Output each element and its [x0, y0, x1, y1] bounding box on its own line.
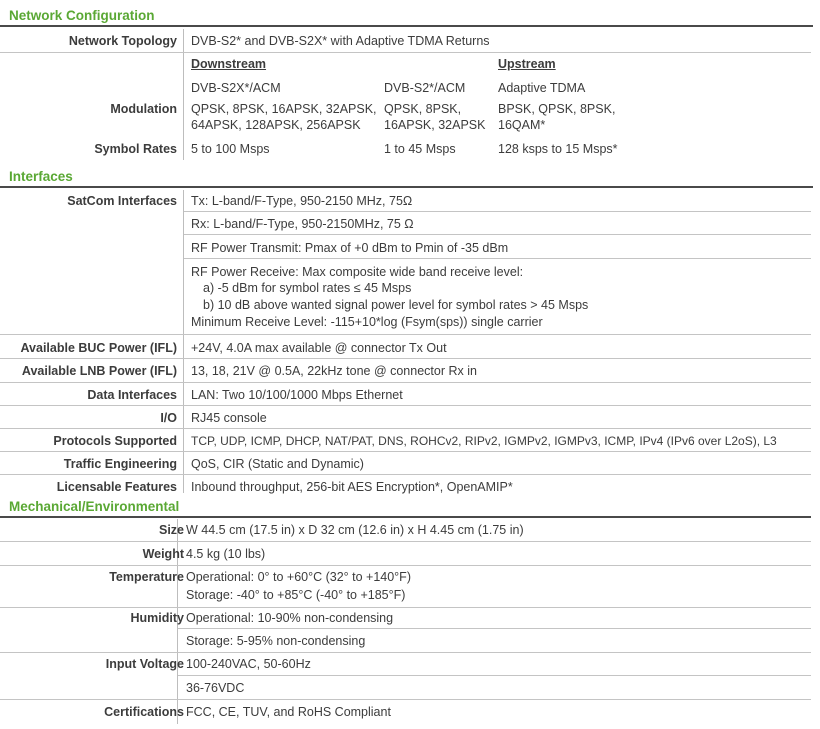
row-divider	[0, 358, 811, 359]
row-divider	[178, 675, 811, 676]
satcom-rf-receive-a: a) -5 dBm for symbol rates ≤ 45 Msps	[203, 281, 412, 295]
value-buc-power: +24V, 4.0A max available @ connector Tx Out	[191, 341, 447, 355]
mode-tdma: Adaptive TDMA	[498, 81, 586, 95]
value-network-topology: DVB-S2* and DVB-S2X* with Adaptive TDMA Returns	[191, 34, 490, 48]
row-divider	[0, 699, 811, 700]
value-input-voltage-ac: 100-240VAC, 50-60Hz	[186, 657, 311, 671]
value-lnb-power: 13, 18, 21V @ 0.5A, 22kHz tone @ connector Rx in	[191, 364, 477, 378]
label-humidity: Humidity	[130, 611, 184, 625]
symbol-rates-s2x: 5 to 100 Msps	[191, 142, 270, 156]
modulation-s2-line2: 16APSK, 32APSK	[384, 118, 486, 132]
satcom-rf-receive-b: b) 10 dB above wanted signal power level for symbol rates > 45 Msps	[203, 298, 589, 312]
value-io: RJ45 console	[191, 411, 267, 425]
label-satcom-interfaces: SatCom Interfaces	[67, 194, 177, 208]
value-certifications: FCC, CE, TUV, and RoHS Compliant	[186, 705, 391, 719]
label-traffic-engineering: Traffic Engineering	[63, 457, 177, 471]
header-downstream: Downstream	[191, 57, 267, 71]
row-divider	[0, 565, 811, 566]
section-title-interfaces: Interfaces	[9, 169, 73, 184]
value-traffic-engineering: QoS, CIR (Static and Dynamic)	[191, 457, 364, 471]
label-network-topology: Network Topology	[68, 34, 177, 48]
label-io: I/O	[160, 411, 177, 425]
section-title-network: Network Configuration	[9, 8, 155, 23]
section-rule	[0, 516, 811, 518]
section-rule	[0, 186, 813, 188]
row-divider	[0, 428, 811, 429]
satcom-rf-transmit: RF Power Transmit: Pmax of +0 dBm to Pmin of -35 dBm	[191, 241, 509, 255]
row-divider	[0, 652, 811, 653]
row-divider	[0, 334, 811, 335]
label-input-voltage: Input Voltage	[105, 657, 184, 671]
label-modulation: Modulation	[110, 102, 177, 116]
value-humidity-storage: Storage: 5-95% non-condensing	[186, 634, 366, 648]
section-rule	[0, 25, 813, 27]
mode-s2x: DVB-S2X*/ACM	[191, 81, 281, 95]
row-divider	[0, 52, 811, 53]
row-divider	[0, 382, 811, 383]
row-divider	[0, 541, 811, 542]
value-humidity-operational: Operational: 10-90% non-condensing	[186, 611, 394, 625]
label-buc-power: Available BUC Power (IFL)	[20, 341, 177, 355]
column-divider	[183, 29, 184, 160]
modulation-s2x-line2: 64APSK, 128APSK, 256APSK	[191, 118, 361, 132]
label-lnb-power: Available LNB Power (IFL)	[21, 364, 177, 378]
row-divider	[0, 451, 811, 452]
modulation-tdma-line1: BPSK, QPSK, 8PSK,	[498, 102, 616, 116]
modulation-s2x-line1: QPSK, 8PSK, 16APSK, 32APSK,	[191, 102, 377, 116]
symbol-rates-tdma: 128 ksps to 15 Msps*	[498, 142, 618, 156]
modulation-tdma-line2: 16QAM*	[498, 118, 546, 132]
value-input-voltage-dc: 36-76VDC	[186, 681, 245, 695]
satcom-rx: Rx: L-band/F-Type, 950-2150MHz, 75 Ω	[191, 217, 414, 231]
section-title-mechanical: Mechanical/Environmental	[9, 499, 180, 514]
row-divider	[0, 405, 811, 406]
value-licensable-features: Inbound throughput, 256-bit AES Encryption*, OpenAMIP*	[191, 480, 513, 494]
row-divider	[184, 211, 811, 212]
row-divider	[178, 628, 811, 629]
header-upstream: Upstream	[498, 57, 556, 71]
label-weight: Weight	[142, 547, 184, 561]
satcom-rf-receive: RF Power Receive: Max composite wide band receive level:	[191, 265, 524, 279]
modulation-s2-line1: QPSK, 8PSK,	[384, 102, 462, 116]
satcom-min-receive: Minimum Receive Level: -115+10*log (Fsym(sps)) single carrier	[191, 315, 543, 329]
label-temperature: Temperature	[109, 570, 184, 584]
label-size: Size	[158, 523, 184, 537]
label-certifications: Certifications	[104, 705, 184, 719]
label-licensable-features: Licensable Features	[56, 480, 177, 494]
value-weight: 4.5 kg (10 lbs)	[186, 547, 266, 561]
value-data-interfaces: LAN: Two 10/100/1000 Mbps Ethernet	[191, 388, 403, 402]
satcom-tx: Tx: L-band/F-Type, 950-2150 MHz, 75Ω	[191, 194, 413, 208]
label-data-interfaces: Data Interfaces	[87, 388, 177, 402]
mode-s2: DVB-S2*/ACM	[384, 81, 466, 95]
label-symbol-rates: Symbol Rates	[94, 142, 177, 156]
value-size: W 44.5 cm (17.5 in) x D 32 cm (12.6 in) x H 4.45 cm (1.75 in)	[186, 523, 524, 537]
value-protocols: TCP, UDP, ICMP, DHCP, NAT/PAT, DNS, ROHCv2, RIPv2, IGMPv2, IGMPv3, ICMP, IPv4 (IPv6 over L2oS), L3	[191, 434, 777, 448]
value-temperature-operational: Operational: 0° to +60°C (32° to +140°F)	[186, 570, 411, 584]
column-divider	[183, 190, 184, 493]
row-divider	[184, 234, 811, 235]
symbol-rates-s2: 1 to 45 Msps	[384, 142, 456, 156]
row-divider	[0, 607, 811, 608]
row-divider	[184, 258, 811, 259]
row-divider	[0, 474, 811, 475]
label-protocols: Protocols Supported	[53, 434, 177, 448]
value-temperature-storage: Storage: -40° to +85°C (-40° to +185°F)	[186, 588, 406, 602]
